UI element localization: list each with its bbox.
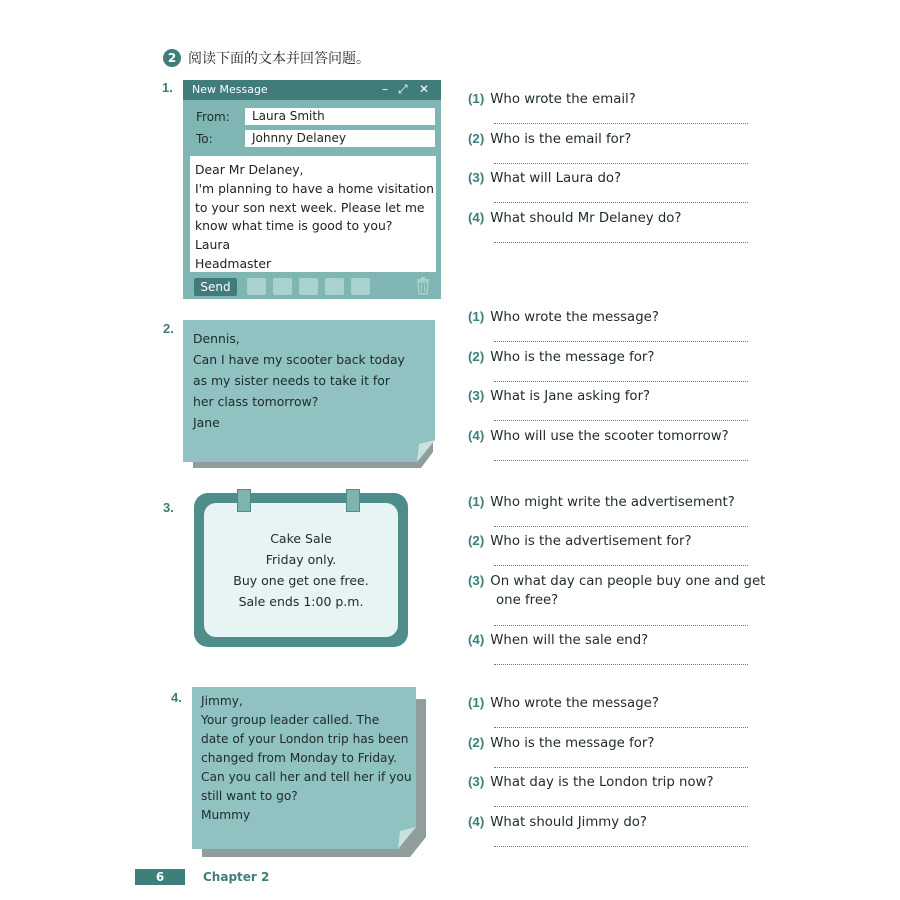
- email-body-line: Laura: [195, 237, 231, 253]
- email-body-line: know what time is good to you?: [195, 218, 393, 234]
- answer-line[interactable]: [494, 806, 748, 807]
- question-2-4: (4) Who will use the scooter tomorrow?: [468, 428, 729, 444]
- note-4-text: [201, 692, 412, 825]
- question-1-4: (4) What should Mr Delaney do?: [468, 210, 682, 226]
- question-2-3: (3) What is Jane asking for?: [468, 388, 651, 404]
- from-label: From:: [196, 110, 230, 124]
- email-body-line: I'm planning to have a home visitation: [195, 180, 434, 196]
- chapter-label: Chapter 2: [203, 870, 270, 884]
- question-3-1: (1) Who might write the advertisement?: [468, 494, 735, 510]
- note-line: Jane: [193, 415, 220, 430]
- exercise-number-badge: 2: [163, 49, 181, 67]
- note-line: Jimmy,: [201, 694, 243, 708]
- to-field[interactable]: Johnny Delaney: [245, 130, 435, 147]
- note-line: changed from Monday to Friday.: [201, 751, 397, 765]
- question-4-3: (3) What day is the London trip now?: [468, 774, 714, 790]
- email-body-line: Headmaster: [195, 255, 272, 271]
- toolbar-slot[interactable]: [299, 278, 318, 295]
- answer-line[interactable]: [494, 202, 748, 203]
- question-1-2: (2) Who is the email for?: [468, 131, 632, 147]
- question-3-2: (2) Who is the advertisement for?: [468, 533, 692, 549]
- section-number-2: 2.: [163, 321, 174, 336]
- sign-line: Buy one get one free.: [233, 573, 369, 588]
- question-4-4: (4) What should Jimmy do?: [468, 814, 647, 830]
- sign-clip: [237, 489, 251, 512]
- to-label: To:: [196, 132, 213, 146]
- expand-icon[interactable]: ⤢: [398, 82, 408, 96]
- answer-line[interactable]: [494, 460, 748, 461]
- answer-line[interactable]: [494, 664, 748, 665]
- question-1-1: (1) Who wrote the email?: [468, 91, 636, 107]
- question-2-2: (2) Who is the message for?: [468, 349, 655, 365]
- page-number: 6: [135, 869, 185, 885]
- section-number-4: 4.: [171, 690, 182, 705]
- answer-line[interactable]: [494, 123, 748, 124]
- question-3-4: (4) When will the sale end?: [468, 632, 649, 648]
- question-1-3: (3) What will Laura do?: [468, 170, 622, 186]
- note-line: still want to go?: [201, 789, 298, 803]
- question-3-3: (3) On what day can people buy one and get: [468, 573, 766, 589]
- question-4-2: (2) Who is the message for?: [468, 735, 655, 751]
- note-line: her class tomorrow?: [193, 394, 319, 409]
- email-window-title: New Message: [192, 83, 268, 96]
- instruction-heading: 阅读下面的文本并回答问题。: [188, 51, 370, 67]
- toolbar-slot[interactable]: [273, 278, 292, 295]
- email-body-line: Dear Mr Delaney,: [195, 162, 304, 177]
- answer-line[interactable]: [494, 727, 748, 728]
- note-line: Dennis,: [193, 331, 240, 346]
- question-4-1: (1) Who wrote the message?: [468, 695, 659, 711]
- close-icon[interactable]: ✕: [419, 82, 430, 96]
- note-2-text: [193, 328, 405, 433]
- toolbar-slot[interactable]: [247, 278, 266, 295]
- answer-line[interactable]: [494, 242, 748, 243]
- sign-line: Sale ends 1:00 p.m.: [238, 594, 364, 609]
- answer-line[interactable]: [494, 526, 748, 527]
- answer-line[interactable]: [494, 565, 748, 566]
- sign-clip: [346, 489, 360, 512]
- email-body[interactable]: [190, 156, 436, 272]
- note-line: Can I have my scooter back today: [193, 352, 405, 367]
- note-line: Can you call her and tell her if you: [201, 770, 412, 784]
- question-3-3-continued: one free?: [496, 593, 559, 608]
- answer-line[interactable]: [494, 381, 748, 382]
- answer-line[interactable]: [494, 625, 748, 626]
- trash-icon[interactable]: [416, 277, 430, 295]
- email-body-line: to your son next week. Please let me: [195, 199, 425, 215]
- answer-line[interactable]: [494, 420, 748, 421]
- note-line: Mummy: [201, 808, 251, 822]
- answer-line[interactable]: [494, 846, 748, 847]
- send-button[interactable]: Send: [194, 278, 237, 296]
- note-line: as my sister needs to take it for: [193, 373, 390, 388]
- note-line: date of your London trip has been: [201, 732, 409, 746]
- toolbar-slot[interactable]: [325, 278, 344, 295]
- question-2-1: (1) Who wrote the message?: [468, 309, 659, 325]
- cake-sale-text: [204, 528, 398, 612]
- answer-line[interactable]: [494, 163, 748, 164]
- answer-line[interactable]: [494, 341, 748, 342]
- sign-line: Cake Sale: [270, 531, 332, 546]
- section-number-1: 1.: [162, 80, 173, 95]
- section-number-3: 3.: [163, 500, 174, 515]
- answer-line[interactable]: [494, 767, 748, 768]
- note-line: Your group leader called. The: [201, 713, 380, 727]
- toolbar-slot[interactable]: [351, 278, 370, 295]
- minimize-icon[interactable]: –: [382, 82, 388, 96]
- from-field[interactable]: Laura Smith: [245, 108, 435, 125]
- sign-line: Friday only.: [265, 552, 337, 567]
